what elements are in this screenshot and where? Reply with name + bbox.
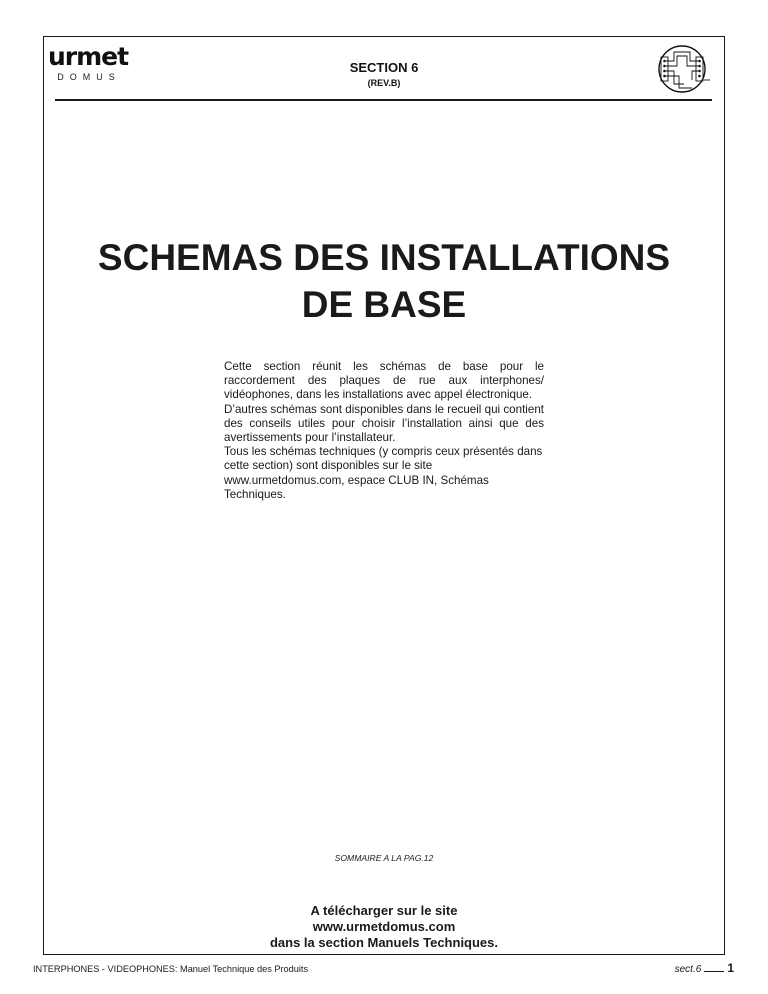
svg-text:urmet: urmet — [47, 42, 129, 71]
download-url: www.urmetdomus.com — [312, 919, 456, 934]
intro-paragraph: Tous les schémas techniques (y compris ceux présentés dans cette section) sont disponibles sur le site www.urmetdomus.com, espace CLUB IN, Schémas Techniques. — [224, 445, 543, 501]
header-divider — [55, 99, 712, 101]
intro-paragraph: D’autres schémas sont disponibles dans le recueil qui contient des conseils utiles pour choisir l’installation ainsi que des avertissements pour l’installateur. — [224, 402, 544, 445]
intro-text — [224, 360, 544, 502]
download-info — [184, 903, 584, 951]
footer-page — [675, 961, 734, 975]
footer-title-bold: INTERPHONES - VIDEOPHONES: — [33, 964, 178, 974]
wiring-diagram-icon — [654, 44, 710, 94]
title-line-1: SCHEMAS DES INSTALLATIONS — [97, 237, 671, 278]
section-title: SECTION 6 — [349, 60, 419, 75]
summary-note: SOMMAIRE A LA PAG.12 — [334, 853, 434, 863]
intro-paragraph: Cette section réunit les schémas de base pour le raccordement des plaques de rue aux interphones/ vidéophones, dans les installations avec appel électronique. — [224, 360, 544, 402]
download-line: dans la section Manuels Techniques. — [269, 935, 499, 950]
page-title — [43, 234, 725, 328]
title-line-2: DE BASE — [301, 284, 467, 325]
footer-section-label: sect.6 — [674, 964, 702, 975]
download-line: A télécharger sur le site — [310, 903, 458, 918]
footer-title — [33, 964, 308, 974]
urmet-logo — [47, 42, 129, 71]
page-number: 1 — [727, 961, 734, 975]
footer-rule — [704, 971, 724, 972]
section-revision: (REV.B) — [367, 78, 401, 88]
footer-title-rest: Manuel Technique des Produits — [177, 964, 309, 974]
logo-subtext: DOMUS — [57, 72, 121, 82]
